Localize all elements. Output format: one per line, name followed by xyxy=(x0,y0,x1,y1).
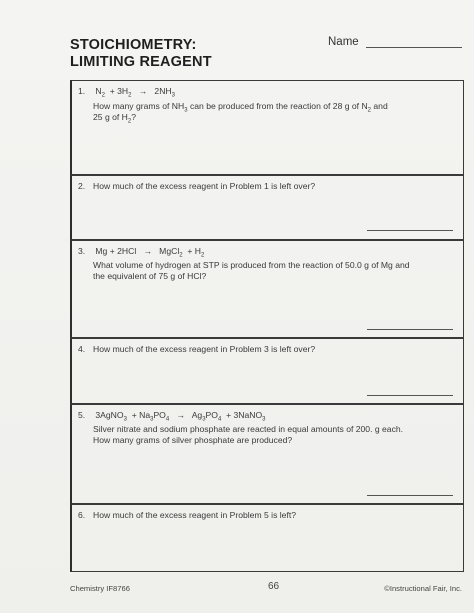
problem-5-answer-line[interactable] xyxy=(367,495,453,496)
title-line-1: STOICHIOMETRY: xyxy=(70,37,197,53)
problem-6-question: How much of the excess reagent in Problem 5 is left? xyxy=(93,510,297,520)
problem-3-answer-line[interactable] xyxy=(367,329,453,330)
footer-page-number: 66 xyxy=(268,581,280,592)
problem-6-text xyxy=(78,510,453,522)
reaction-arrow-icon: → xyxy=(138,86,148,96)
problem-2-answer-line[interactable] xyxy=(367,230,453,231)
problem-2-text xyxy=(78,181,453,193)
problem-1-text xyxy=(78,86,453,124)
problem-1-equation: $N_2 + 3H_2$ → $2NH_3$ xyxy=(95,86,175,99)
problem-4-text xyxy=(78,344,453,356)
problem-2-question: How much of the excess reagent in Problem 1 is left over? xyxy=(93,181,316,191)
problem-4-question: How much of the excess reagent in Problem 3 is left over? xyxy=(93,344,316,354)
problem-3-equation: Mg + 2HCl → MgCl$_2$ + $H_2$ xyxy=(95,246,205,259)
problem-1-box xyxy=(70,80,464,175)
title-line-2: LIMITING REAGENT xyxy=(70,54,212,70)
reaction-arrow-icon: → xyxy=(143,246,152,256)
reaction-arrow-icon: → xyxy=(176,410,185,420)
problem-5-question: Silver nitrate and sodium phosphate are reacted in equal amounts of 200. g each. How many grams of silver phosphate are produced? xyxy=(93,423,404,445)
worksheet-title xyxy=(70,37,212,71)
problem-5-text xyxy=(78,410,453,447)
problem-6-box xyxy=(70,504,464,572)
problem-3-text xyxy=(78,246,453,283)
problem-5-number: 5. xyxy=(78,410,86,420)
footer-publication-code: Chemistry IF8766 xyxy=(70,584,130,593)
problem-3-number: 3. xyxy=(78,246,86,256)
problem-4-box xyxy=(70,338,464,404)
problem-6-number: 6. xyxy=(78,510,86,520)
problem-3-box xyxy=(70,240,464,338)
problem-5-equation: 3AgNO$_3$ + $Na_3PO_4$ → $Ag_3PO_4$ + 3NaNO$_3$ xyxy=(95,410,266,423)
problem-5-box xyxy=(70,404,464,504)
problem-1-question: How many grams of $NH_3$ can be produced from the reaction of 28 g of $N_2$ and 25 g of $H_2$? xyxy=(93,100,388,125)
name-label: Name xyxy=(328,36,359,48)
problem-3-question: What volume of hydrogen at STP is produced from the reaction of 50.0 g of Mg and the equivalent of 75 g of HCl? xyxy=(93,259,410,281)
problem-4-answer-line[interactable] xyxy=(367,395,453,396)
problem-4-number: 4. xyxy=(78,344,86,354)
problem-2-number: 2. xyxy=(78,181,86,191)
footer-copyright: ©Instructional Fair, Inc. xyxy=(384,584,462,593)
problem-2-box xyxy=(70,175,464,240)
problem-1-number: 1. xyxy=(78,86,86,96)
name-field[interactable] xyxy=(366,47,462,48)
